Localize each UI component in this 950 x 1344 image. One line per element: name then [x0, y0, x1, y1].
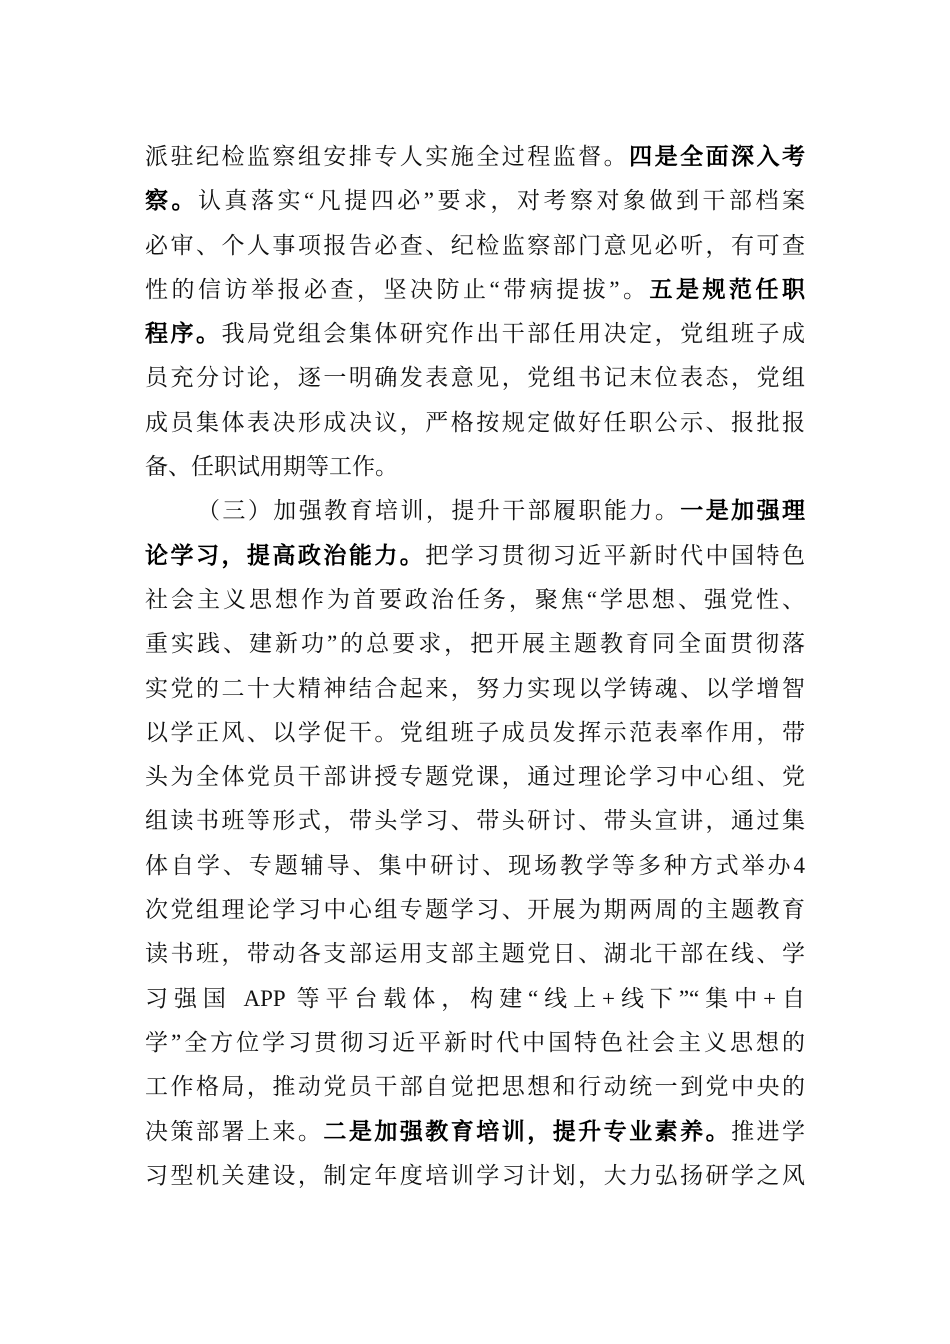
body-text: 成员集体表决形成决议，严格按规定做好任职公示、报批报 [145, 409, 805, 435]
body-text: 习强国 APP 等平台载体，构建“线上+线下”“集中+自 [145, 985, 805, 1011]
text-line [145, 268, 805, 312]
document-page [145, 135, 805, 1198]
text-line [145, 578, 805, 622]
body-text: 备、任职试用期等工作。 [145, 454, 398, 480]
text-line [145, 1021, 805, 1065]
body-text: 组读书班等形式，带头学习、带头研讨、带头宣讲，通过集 [145, 808, 805, 834]
text-line [145, 932, 805, 976]
text-line [145, 534, 805, 578]
body-text: 以学正风、以学促干。党组班子成员发挥示范表率作用，带 [145, 719, 805, 745]
text-line [145, 711, 805, 755]
bold-heading-text: 二是加强教育培训，提升专业素养。 [323, 1118, 732, 1144]
body-text: 认真落实“凡提四必”要求，对考察对象做到干部档案 [198, 188, 806, 214]
body-text: 次党组理论学习中心组专题学习、开展为期两周的主题教育 [145, 897, 805, 923]
text-line [145, 312, 805, 356]
body-text: 我局党组会集体研究作出干部任用决定，党组班子成 [221, 321, 806, 347]
body-text: 必审、个人事项报告必查、纪检监察部门意见必听，有可查 [145, 232, 805, 258]
text-line [145, 1154, 805, 1198]
body-text: 重实践、建新功”的总要求，把开展主题教育同全面贯彻落 [145, 631, 805, 657]
text-line [145, 489, 805, 533]
text-line [145, 799, 805, 843]
body-text: 员充分讨论，逐一明确发表意见，党组书记末位表态，党组 [145, 365, 805, 391]
body-text: （三）加强教育培训，提升干部履职能力。 [197, 498, 681, 524]
bold-heading-text: 一是加强理 [680, 498, 806, 524]
text-line [145, 1110, 805, 1154]
text-line [145, 667, 805, 711]
body-text: 体自学、专题辅导、集中研讨、现场教学等多种方式举办4 [145, 852, 805, 878]
text-line [145, 622, 805, 666]
text-line [145, 224, 805, 268]
text-line [145, 445, 805, 489]
body-text: 把学习贯彻习近平新时代中国特色 [425, 542, 806, 568]
body-text: 社会主义思想作为首要政治任务，聚焦“学思想、强党性、 [145, 586, 805, 612]
body-text: 决策部署上来。 [145, 1118, 324, 1144]
body-text: 习型机关建设，制定年度培训学习计划，大力弘扬研学之风 [145, 1162, 805, 1188]
text-line [145, 135, 805, 179]
text-line [145, 1065, 805, 1109]
body-text: 实党的二十大精神结合起来，努力实现以学铸魂、以学增智 [145, 675, 805, 701]
body-text: 读书班，带动各支部运用支部主题党日、湖北干部在线、学 [145, 941, 805, 967]
body-text: 工作格局，推动党员干部自觉把思想和行动统一到党中央的 [145, 1074, 805, 1100]
text-line [145, 888, 805, 932]
body-text: 推进学 [731, 1118, 806, 1144]
body-text: 派驻纪检监察组安排专人实施全过程监督。 [145, 144, 630, 169]
body-text: 学”全方位学习贯彻习近平新时代中国特色社会主义思想的 [145, 1029, 805, 1055]
text-line [145, 755, 805, 799]
text-line [145, 844, 805, 888]
bold-heading-text: 程序。 [145, 321, 222, 347]
bold-heading-text: 察。 [145, 188, 199, 214]
body-text: 性的信访举报必查，坚决防止“带病提拔”。 [145, 276, 650, 302]
bold-heading-text: 四是全面深入考 [629, 144, 806, 169]
bold-heading-text: 论学习，提高政治能力。 [145, 542, 426, 568]
text-line [145, 977, 805, 1021]
text-line [145, 356, 805, 400]
body-text: 头为全体党员干部讲授专题党课，通过理论学习中心组、党 [145, 764, 805, 790]
text-line [145, 179, 805, 223]
text-line [145, 401, 805, 445]
bold-heading-text: 五是规范任职 [649, 276, 806, 302]
